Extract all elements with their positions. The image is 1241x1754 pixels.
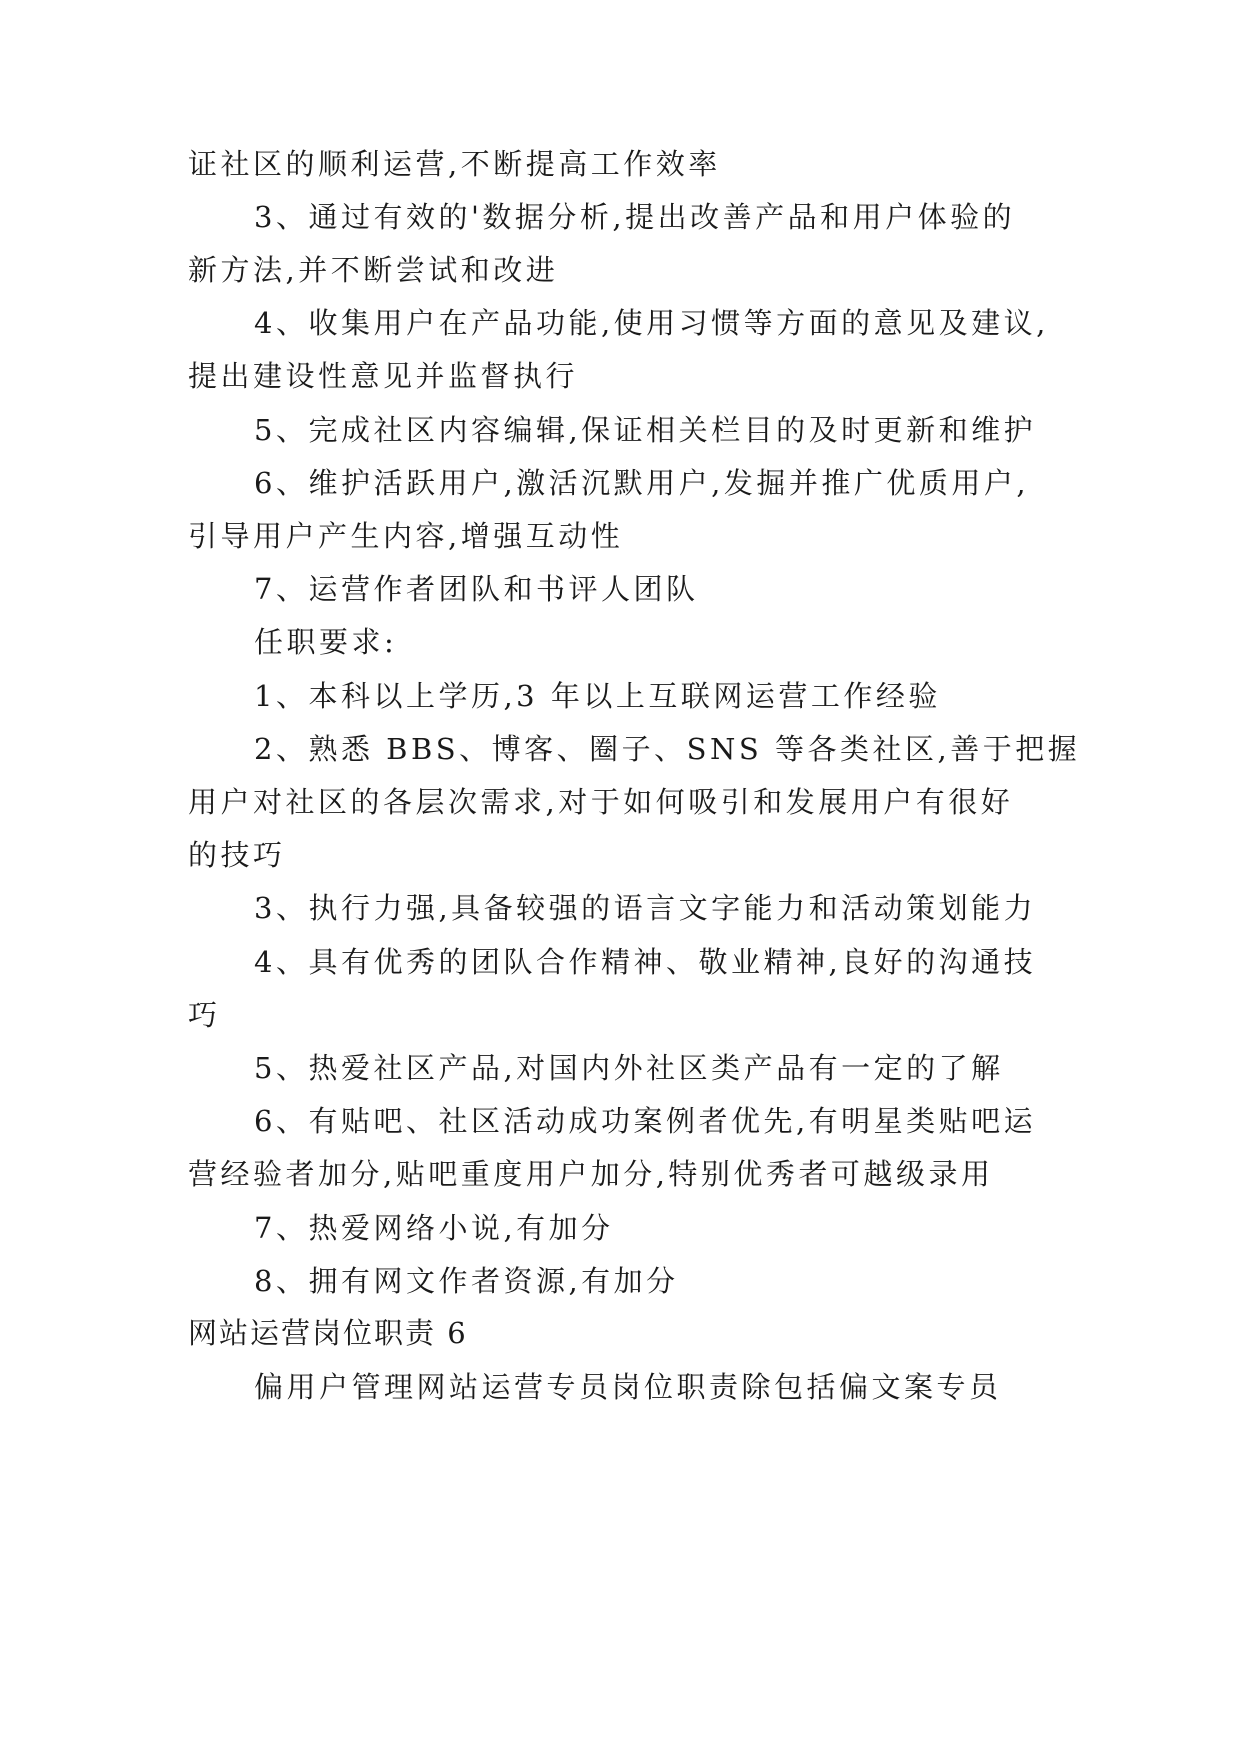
paragraph-line: 6、维护活跃用户,激活沉默用户,发掘并推广优质用户, [254, 466, 1030, 500]
paragraph-line: 任职要求: [254, 625, 398, 659]
section-heading: 网站运营岗位职责 6 [188, 1316, 468, 1350]
paragraph-line: 7、运营作者团队和书评人团队 [254, 572, 699, 606]
paragraph-line: 巧 [188, 998, 221, 1032]
paragraph-line: 偏用户管理网站运营专员岗位职责除包括偏文案专员 [254, 1370, 1002, 1404]
paragraph-line: 1、本科以上学历,3 年以上互联网运营工作经验 [254, 679, 941, 713]
paragraph-line: 5、完成社区内容编辑,保证相关栏目的及时更新和维护 [254, 413, 1037, 447]
paragraph-line: 4、具有优秀的团队合作精神、敬业精神,良好的沟通技 [254, 945, 1037, 979]
paragraph-line: 3、通过有效的'数据分析,提出改善产品和用户体验的 [254, 200, 1016, 234]
paragraph-line: 营经验者加分,贴吧重度用户加分,特别优秀者可越级录用 [188, 1157, 994, 1191]
paragraph-line: 4、收集用户在产品功能,使用习惯等方面的意见及建议, [254, 306, 1049, 340]
paragraph-line: 6、有贴吧、社区活动成功案例者优先,有明星类贴吧运 [254, 1104, 1037, 1138]
paragraph-line: 2、熟悉 BBS、博客、圈子、SNS 等各类社区,善于把握 [254, 732, 1081, 766]
paragraph-line: 3、执行力强,具备较强的语言文字能力和活动策划能力 [254, 891, 1037, 925]
paragraph-line: 提出建设性意见并监督执行 [188, 359, 579, 393]
paragraph-line: 5、热爱社区产品,对国内外社区类产品有一定的了解 [254, 1051, 1004, 1085]
paragraph-line: 用户对社区的各层次需求,对于如何吸引和发展用户有很好 [188, 785, 1014, 819]
paragraph-line: 引导用户产生内容,增强互动性 [188, 519, 624, 553]
paragraph-line: 证社区的顺利运营,不断提高工作效率 [188, 147, 721, 181]
paragraph-line: 的技巧 [188, 838, 286, 872]
paragraph-line: 8、拥有网文作者资源,有加分 [254, 1264, 679, 1298]
paragraph-line: 7、热爱网络小说,有加分 [254, 1211, 614, 1245]
paragraph-line: 新方法,并不断尝试和改进 [188, 253, 559, 287]
